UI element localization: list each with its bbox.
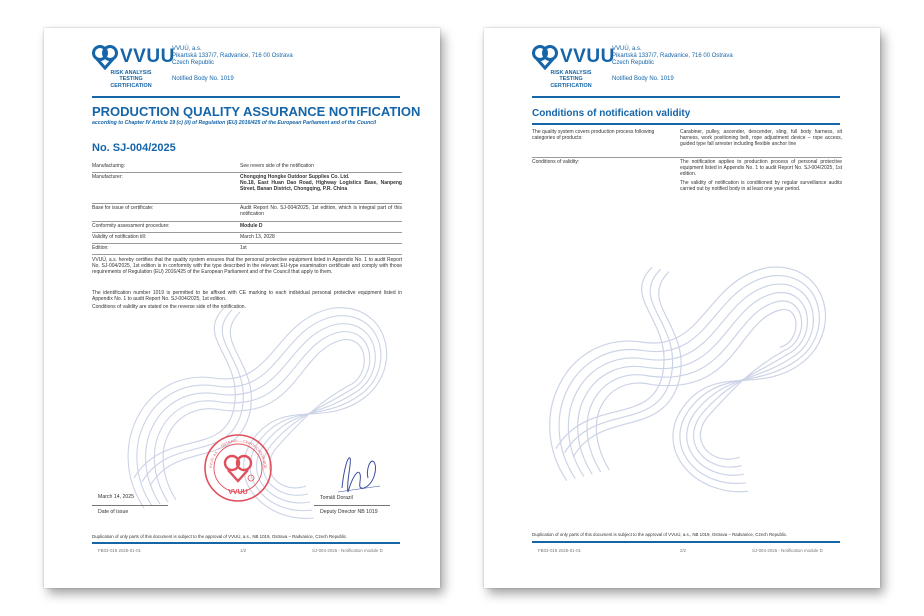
field-label: Validity of notification till: xyxy=(92,234,147,240)
field-label: Conditions of validity: xyxy=(532,159,580,165)
field-row xyxy=(92,173,402,204)
watermark-logo xyxy=(524,224,844,524)
brand-tagline: RISK ANALYSIS TESTING CERTIFICATION xyxy=(550,70,592,89)
issue-date-label: Date of issue xyxy=(98,509,129,515)
field-label: Manufacturer: xyxy=(92,174,123,180)
field-row xyxy=(92,204,402,222)
notified-body-number: Notified Body No. 1019 xyxy=(172,76,234,82)
signature-line xyxy=(314,505,390,506)
document-page-1 xyxy=(44,28,440,588)
page-subtitle: according to Chapter IV Article 19 (c) (ii) of Regulation (EU) 2016/425 of the European Parliament and of the Council xyxy=(92,120,377,126)
field-row xyxy=(532,158,842,204)
field-row xyxy=(532,128,842,158)
footer-form-code: FB03-018 2025-01-01 xyxy=(98,548,141,553)
footer-note: Duplication of only parts of this document is subject to the approval of VVUÚ, a.s., NB 1019, Ostrava – Radvanice, Czech Republic. xyxy=(92,534,348,539)
brand-name: VVUU xyxy=(560,46,615,67)
field-value: The notification applies to production process of personal protective equipment listed in Appendix No. 1 to audit Report No. SJ-004/2025, 1st edition. The validity of notification is conditioned by regular surveillance audits carried out by notified body in at least one year period. xyxy=(680,159,842,192)
official-stamp xyxy=(202,432,274,504)
notified-body-number: Notified Body No. 1019 xyxy=(612,76,674,82)
vvuu-logo-icon xyxy=(532,44,558,70)
signer-role: Deputy Director NB 1019 xyxy=(320,509,378,515)
footer-page-number: 1/2 xyxy=(240,548,247,553)
brand-name: VVUU xyxy=(120,46,175,67)
company-address: VVUÚ, a.s. Pikartská 1337/7, Radvanice, 716 00 Ostrava Czech Republic xyxy=(612,46,733,66)
footer-document-id: SJ-004-2025 - Notification module D xyxy=(312,548,383,553)
conditions-note: Conditions of validity are stated on the reverse side of the notification. xyxy=(92,304,246,310)
vvuu-logo-icon xyxy=(92,44,118,70)
svg-text:VVUÚ, a.s. — OSTRAVA — CERTIFI: VVUÚ, a.s. — OSTRAVA — CERTIFICATION BOD xyxy=(208,438,268,469)
field-row xyxy=(92,233,402,244)
footer-note: Duplication of only parts of this document is subject to the approval of VVUÚ, a.s., NB 1019, Ostrava – Radvanice, Czech Republic. xyxy=(532,532,788,537)
handwritten-signature xyxy=(334,448,384,500)
field-value: March 13, 2028 xyxy=(240,234,275,240)
field-row xyxy=(92,222,402,233)
notification-number: No. SJ-004/2025 xyxy=(92,142,176,154)
header-rule xyxy=(92,96,400,98)
footer-rule xyxy=(92,542,400,544)
footer-rule xyxy=(532,541,840,543)
field-value: 1st xyxy=(240,245,247,251)
field-label: Base for issue of certificate: xyxy=(92,205,154,211)
header-rule xyxy=(532,96,840,98)
field-value: Chongqing Hongke Outdoor Supplies Co. Ltd. No.18, East Huan Dao Road, Highway Logistics Base, Nanpeng Street, Banan District, Chongqing, P.R. China xyxy=(240,174,402,193)
ce-marking-paragraph: The identification number 1019 is permitted to be affixed with CE marking to each individual personal protective equipment listed in Appendix No. 1 to audit Report No. SJ-004/2025, 1st edition. xyxy=(92,290,402,303)
field-value: Audit Report No. SJ-004/2025, 1st edition, which is integral part of this notification xyxy=(240,205,402,218)
field-label: Manufacturing: xyxy=(92,163,126,169)
letterhead xyxy=(92,44,412,96)
field-label: Edition: xyxy=(92,245,109,251)
company-address: VVUÚ, a.s. Pikartská 1337/7, Radvanice, 716 00 Ostrava Czech Republic xyxy=(172,46,293,66)
page-title: PRODUCTION QUALITY ASSURANCE NOTIFICATION xyxy=(92,104,421,119)
field-label: The quality system covers production process following categories of products: xyxy=(532,129,655,142)
footer-form-code: FB03-018 2025-01-01 xyxy=(538,548,581,553)
svg-text:VVUU: VVUU xyxy=(228,489,248,496)
brand-tagline: RISK ANALYSIS TESTING CERTIFICATION xyxy=(110,70,152,89)
footer-page-number: 2/2 xyxy=(680,548,687,553)
field-row xyxy=(92,162,402,173)
title-rule xyxy=(532,123,840,125)
signature-line xyxy=(92,505,168,506)
field-label: Conformity assessment procedure: xyxy=(92,223,170,229)
field-value: See revers side of the notification xyxy=(240,163,314,169)
document-page-2 xyxy=(484,28,880,588)
certification-paragraph: VVUÚ, a.s. hereby certifies that the quality system ensures that the personal protective equipment listed in Appendix No. 1 to audit Report No. SJ-004/2025, 1st edition is in conformity with the type described in the relevant EU-type examination certificate and comply with those requirements of Regulation (EU) 2016/425 of the European Parliament and of the Council that apply to them. xyxy=(92,257,402,276)
footer-document-id: SJ-004-2025 - Notification module D xyxy=(752,548,823,553)
issue-date: March 14, 2025 xyxy=(98,494,135,500)
page-title: Conditions of notification validity xyxy=(532,108,691,119)
letterhead xyxy=(532,44,852,96)
field-row xyxy=(92,244,402,255)
field-value: Module D xyxy=(240,223,263,229)
signer-name: Tomáš Dorazil xyxy=(320,495,353,501)
field-value: Carabiner, pulley, ascender, descender, sling, full body harness, sit harness, work positioning belt, rope adjustment device – rope access, guided type fall arrester including flexible anchor line xyxy=(680,129,842,148)
